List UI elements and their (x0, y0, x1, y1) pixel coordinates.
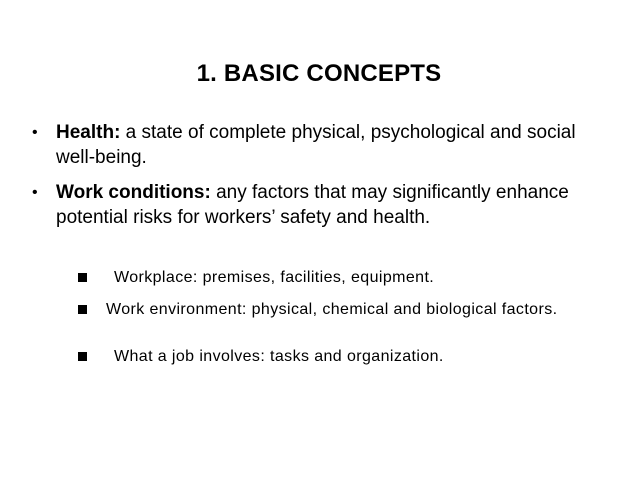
square-bullet-icon (78, 273, 87, 282)
square-bullet-icon (78, 352, 87, 361)
bullet-definition: any factors that may significantly enhance potential risks for workers’ safety and health. (56, 182, 569, 228)
bullet-term: Health: (56, 122, 121, 143)
sub-bullet-text: Workplace: premises, facilities, equipment. (114, 269, 435, 286)
slide-title: 1. BASIC CONCEPTS (196, 60, 442, 87)
bullet-definition: a state of complete physical, psychological and social well-being. (56, 122, 576, 168)
bullet-text (56, 180, 616, 230)
bullet-marker: • (32, 124, 38, 141)
sub-bullet-text: What a job involves: tasks and organization. (114, 348, 444, 365)
bullet-text (56, 120, 616, 170)
bullet-term: Work conditions: (56, 182, 211, 203)
square-bullet-icon (78, 305, 87, 314)
bullet-marker: • (32, 184, 38, 201)
sub-bullet-text: Work environment: physical, chemical and biological factors. (106, 301, 558, 318)
